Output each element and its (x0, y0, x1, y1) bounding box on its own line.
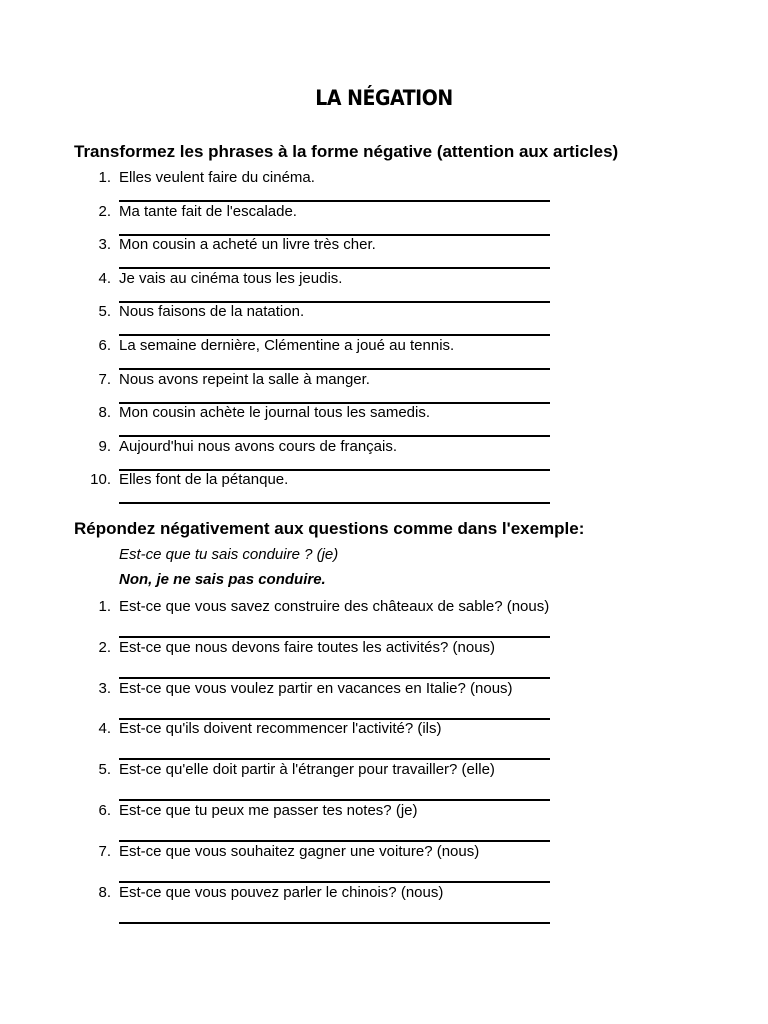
item-number: 4. (98, 269, 111, 287)
item-number: 3. (98, 236, 111, 254)
item-sentence: Je vais au cinéma tous les jeudis. (119, 269, 343, 287)
item-sentence: Est-ce qu'elle doit partir à l'étranger pour travailler? (elle) (119, 761, 495, 779)
example-question: Est-ce que tu sais conduire ? (je) (119, 546, 339, 563)
list-item (0, 371, 768, 405)
list-item (0, 337, 768, 371)
list-item (0, 303, 768, 337)
item-sentence: Est-ce qu'ils doivent recommencer l'activité? (ils) (119, 720, 442, 738)
item-sentence: Nous faisons de la natation. (119, 303, 305, 321)
list-item (0, 802, 768, 836)
item-sentence: Ma tante fait de l'escalade. (119, 202, 297, 220)
item-number: 10. (90, 471, 111, 489)
item-number: 1. (98, 169, 111, 186)
answer-line[interactable] (119, 502, 550, 504)
item-sentence: Aujourd'hui nous avons cours de français. (119, 437, 398, 455)
section-heading-transform: Transformez les phrases à la forme négative (attention aux articles) (74, 142, 619, 161)
item-number: 3. (98, 679, 111, 697)
answer-line[interactable] (119, 677, 550, 679)
item-number: 5. (98, 761, 111, 779)
page-title: LA NÉGATION (315, 86, 453, 110)
answer-line[interactable] (119, 840, 550, 842)
item-number: 2. (98, 638, 111, 656)
list-item (0, 471, 768, 505)
item-number: 7. (98, 842, 111, 860)
list-item (0, 680, 768, 714)
item-sentence: Elles font de la pétanque. (119, 471, 289, 489)
item-number: 4. (98, 720, 111, 738)
answer-line[interactable] (119, 636, 550, 638)
item-sentence: Est-ce que vous savez construire des châteaux de sable? (nous) (119, 598, 550, 615)
example-answer: Non, je ne sais pas conduire. (119, 571, 326, 588)
list-item (0, 639, 768, 673)
list-item (0, 404, 768, 438)
item-sentence: Est-ce que vous pouvez parler le chinois? (nous) (119, 883, 444, 901)
item-sentence: Nous avons repeint la salle à manger. (119, 370, 370, 388)
list-item (0, 236, 768, 270)
item-number: 2. (98, 202, 111, 220)
item-sentence: Mon cousin achète le journal tous les samedis. (119, 404, 431, 422)
item-number: 7. (98, 370, 111, 388)
item-sentence: Est-ce que vous voulez partir en vacances en Italie? (nous) (119, 679, 513, 697)
list-item (0, 761, 768, 795)
section-heading-answer-negatively: Répondez négativement aux questions comme dans l'exemple: (74, 519, 585, 538)
item-number: 6. (98, 802, 111, 819)
answer-line[interactable] (119, 758, 550, 760)
item-sentence: Est-ce que vous souhaitez gagner une voiture? (nous) (119, 842, 480, 860)
item-sentence: La semaine dernière, Clémentine a joué au tennis. (119, 337, 455, 354)
list-item (0, 720, 768, 754)
item-number: 5. (98, 303, 111, 321)
item-number: 9. (98, 437, 111, 455)
item-number: 8. (98, 404, 111, 422)
item-sentence: Mon cousin a acheté un livre très cher. (119, 236, 376, 254)
list-item (0, 438, 768, 472)
answer-line[interactable] (119, 881, 550, 883)
item-number: 1. (98, 598, 111, 615)
item-number: 6. (98, 337, 111, 354)
list-item (0, 169, 768, 203)
item-sentence: Elles veulent faire du cinéma. (119, 169, 315, 186)
answer-line[interactable] (119, 922, 550, 924)
list-item (0, 203, 768, 237)
item-sentence: Est-ce que tu peux me passer tes notes? (je) (119, 802, 418, 819)
item-sentence: Est-ce que nous devons faire toutes les activités? (nous) (119, 638, 496, 656)
list-item (0, 884, 768, 918)
item-number: 8. (98, 883, 111, 901)
list-item (0, 843, 768, 877)
answer-line[interactable] (119, 799, 550, 801)
list-item (0, 598, 768, 632)
list-item (0, 270, 768, 304)
answer-line[interactable] (119, 718, 550, 720)
